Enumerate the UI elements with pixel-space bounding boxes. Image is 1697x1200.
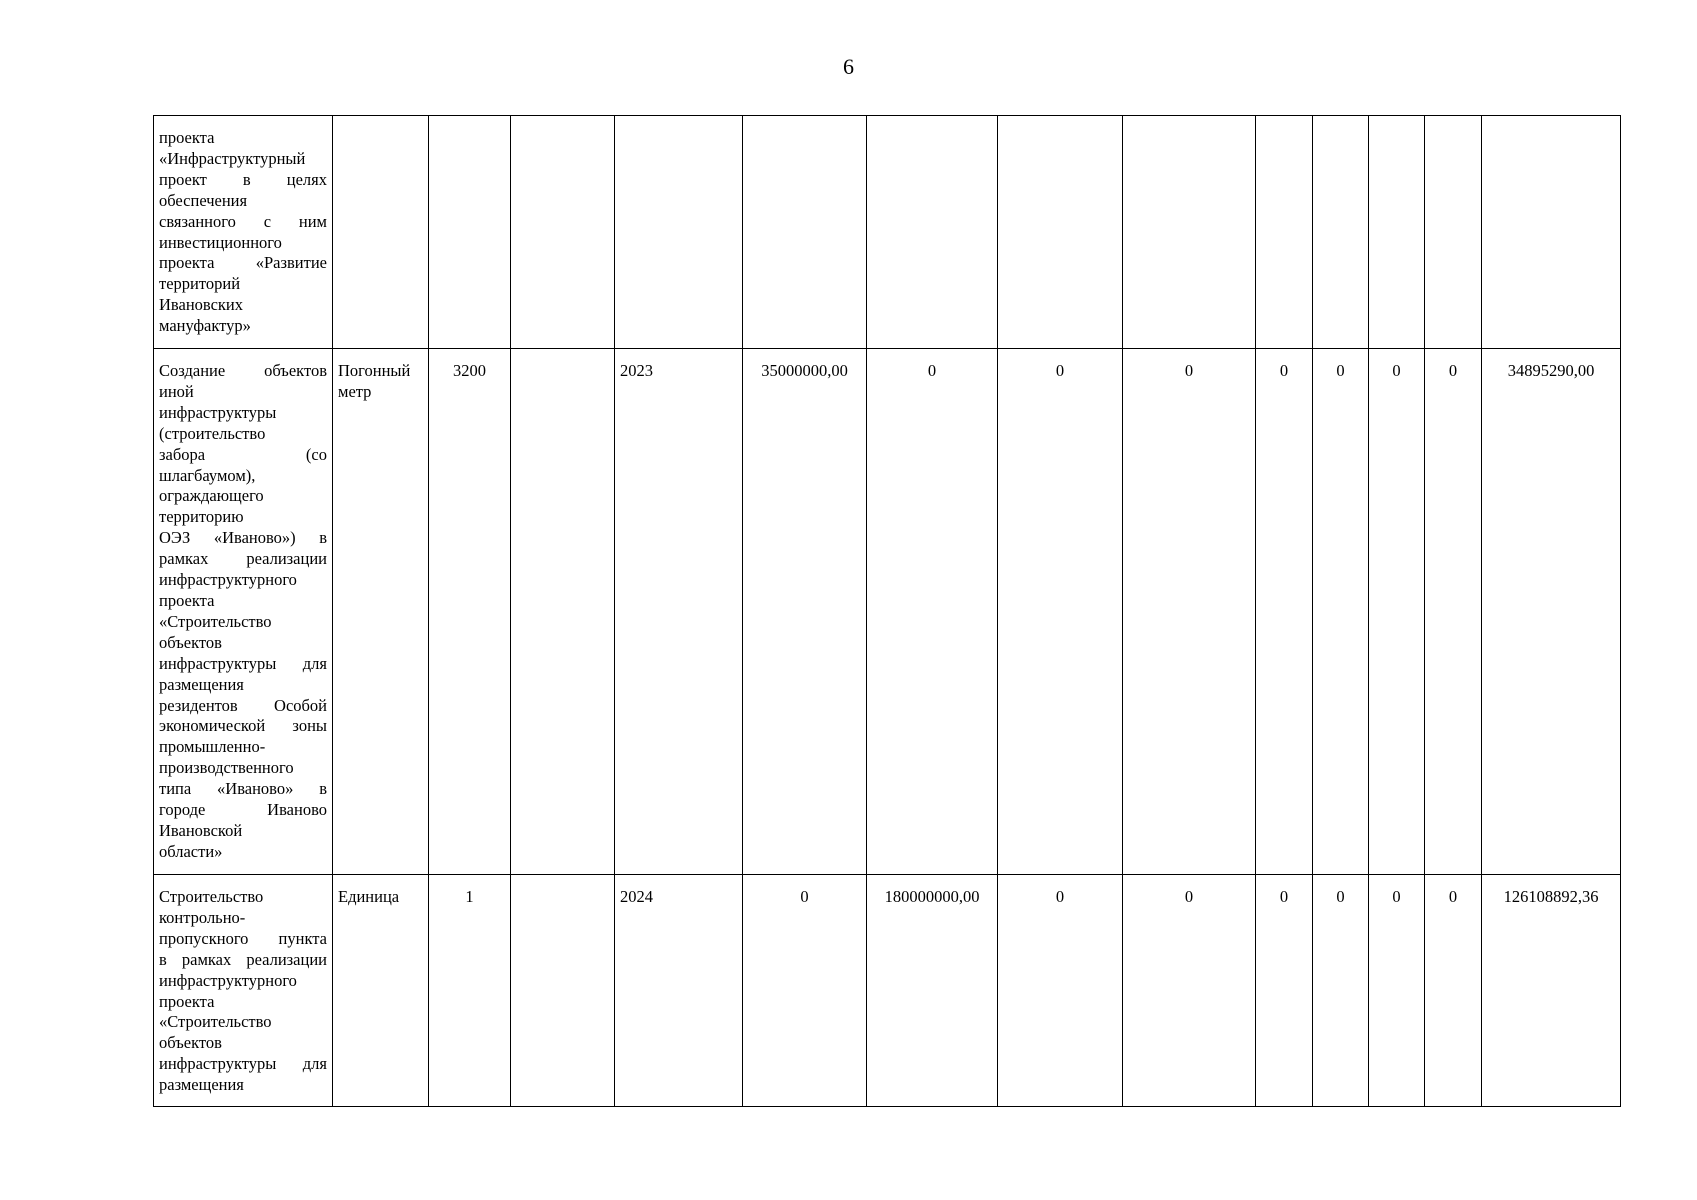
- col14-cell: [1482, 116, 1621, 349]
- col10-cell: [1256, 116, 1313, 349]
- page-number: 6: [843, 54, 854, 79]
- year-cell: 2024: [615, 875, 743, 1107]
- quantity-cell: 1: [429, 875, 511, 1107]
- col11-cell: [1313, 116, 1369, 349]
- col9-cell: 0: [1123, 875, 1256, 1107]
- unit-cell: [333, 116, 429, 349]
- col7-cell: 180000000,00: [867, 875, 998, 1107]
- year-cell: [615, 116, 743, 349]
- col6-cell: 0: [743, 875, 867, 1107]
- unit-cell: Единица: [333, 875, 429, 1107]
- table-row: [154, 349, 1621, 875]
- table-row: [154, 116, 1621, 349]
- description-text: Создание объектов иной инфраструктуры (строительство забора (со шлагбаумом), ограждающего территорию ОЭЗ «Иваново») в рамках реализации инфраструктурного проекта «Строительство объектов инфраструктуры для размещения резидентов Особой экономической зоны промышленно- производственного типа «Иваново» в городе Иваново Ивановской области»: [159, 361, 327, 861]
- col13-cell: 0: [1425, 349, 1482, 875]
- col7-cell: [867, 116, 998, 349]
- description-text: Строительство контрольно- пропускного пункта в рамках реализации инфраструктурного проекта «Строительство объектов инфраструктуры для размещения: [159, 887, 327, 1095]
- unit-cell: Погонный метр: [333, 349, 429, 875]
- col13-cell: 0: [1425, 875, 1482, 1107]
- col4-cell: [511, 875, 615, 1107]
- col4-cell: [511, 116, 615, 349]
- description-cell: [154, 875, 333, 1107]
- col9-cell: 0: [1123, 349, 1256, 875]
- description-text: проекта «Инфраструктурный проект в целях обеспечения связанного с ним инвестиционного проекта «Развитие территорий Ивановских мануфактур»: [159, 128, 327, 336]
- col7-cell: 0: [867, 349, 998, 875]
- col6-cell: [743, 116, 867, 349]
- col8-cell: 0: [998, 875, 1123, 1107]
- quantity-cell: [429, 116, 511, 349]
- col10-cell: 0: [1256, 349, 1313, 875]
- year-cell: 2023: [615, 349, 743, 875]
- col11-cell: 0: [1313, 349, 1369, 875]
- col12-cell: [1369, 116, 1425, 349]
- col8-cell: [998, 116, 1123, 349]
- col11-cell: 0: [1313, 875, 1369, 1107]
- col8-cell: 0: [998, 349, 1123, 875]
- col9-cell: [1123, 116, 1256, 349]
- col10-cell: 0: [1256, 875, 1313, 1107]
- description-cell: [154, 349, 333, 875]
- quantity-cell: 3200: [429, 349, 511, 875]
- table-row: [154, 875, 1621, 1107]
- col14-cell: 34895290,00: [1482, 349, 1621, 875]
- col14-cell: 126108892,36: [1482, 875, 1621, 1107]
- col13-cell: [1425, 116, 1482, 349]
- col6-cell: 35000000,00: [743, 349, 867, 875]
- col4-cell: [511, 349, 615, 875]
- data-table: [153, 115, 1621, 1107]
- col12-cell: 0: [1369, 875, 1425, 1107]
- col12-cell: 0: [1369, 349, 1425, 875]
- description-cell: [154, 116, 333, 349]
